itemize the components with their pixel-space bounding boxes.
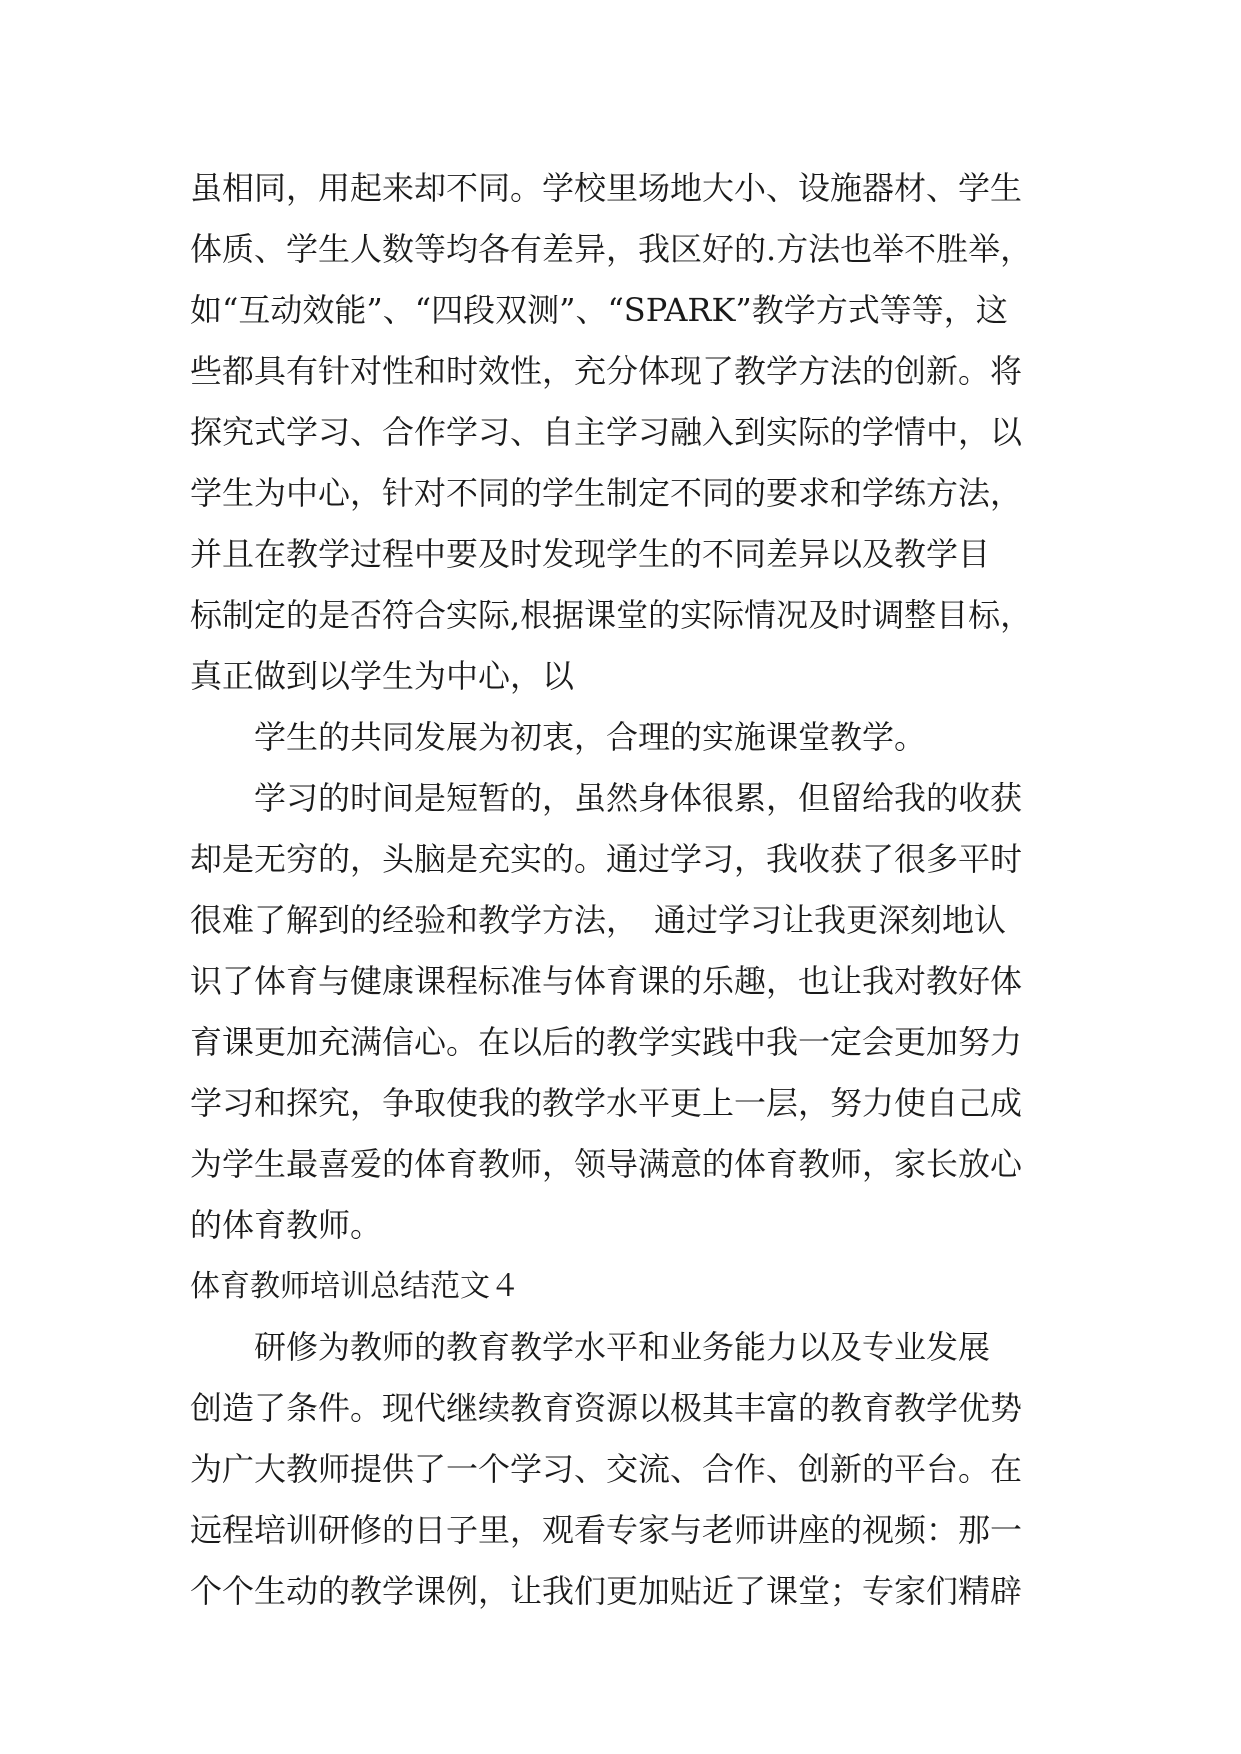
text-line: 创造了条件。现代继续教育资源以极其丰富的教育教学优势 [190, 1389, 1023, 1427]
text-line: 为学生最喜爱的体育教师，领导满意的体育教师，家长放心 [190, 1145, 1023, 1183]
text-line: 很难了解到的经验和教学方法， 通过学习让我更深刻地认 [190, 901, 1007, 939]
text-line: 个个生动的教学课例，让我们更加贴近了课堂；专家们精辟 [190, 1572, 1023, 1610]
section-heading: 体育教师培训总结范文４ [190, 1269, 520, 1304]
text-line: 却是无穷的，头脑是充实的。通过学习，我收获了很多平时 [190, 840, 1023, 878]
text-line: 体质、学生人数等均各有差异，我区好的.方法也举不胜举， [190, 230, 1033, 268]
text-line: 如“互动效能”、“四段双测”、“SPARK”教学方式等等，这 [190, 291, 1008, 329]
text-line: 些都具有针对性和时效性，充分体现了教学方法的创新。将 [190, 352, 1023, 390]
text-line: 学生的共同发展为初衷，合理的实施课堂教学。 [190, 718, 927, 756]
text-line: 探究式学习、合作学习、自主学习融入到实际的学情中，以 [190, 413, 1023, 451]
text-line: 学习和探究，争取使我的教学水平更上一层，努力使自己成 [190, 1084, 1023, 1122]
text-line: 为广大教师提供了一个学习、交流、合作、创新的平台。在 [190, 1450, 1023, 1488]
text-line: 并且在教学过程中要及时发现学生的不同差异以及教学目 [190, 535, 991, 573]
document-body [190, 158, 1070, 1622]
text-line: 标制定的是否符合实际,根据课堂的实际情况及时调整目标， [190, 596, 1033, 634]
text-line: 育课更加充满信心。在以后的教学实践中我一定会更加努力 [190, 1023, 1023, 1061]
text-line: 学习的时间是短暂的，虽然身体很累，但留给我的收获 [190, 779, 1023, 817]
text-line: 学生为中心，针对不同的学生制定不同的要求和学练方法， [190, 474, 1023, 512]
text-line: 真正做到以学生为中心，以 [190, 657, 575, 695]
text-line: 虽相同，用起来却不同。学校里场地大小、设施器材、学生 [190, 169, 1023, 207]
text-line: 的体育教师。 [190, 1206, 383, 1244]
text-line: 远程培训研修的日子里，观看专家与老师讲座的视频：那一 [190, 1511, 1023, 1549]
text-line: 识了体育与健康课程标准与体育课的乐趣，也让我对教好体 [190, 962, 1023, 1000]
text-line: 研修为教师的教育教学水平和业务能力以及专业发展 [190, 1328, 991, 1366]
